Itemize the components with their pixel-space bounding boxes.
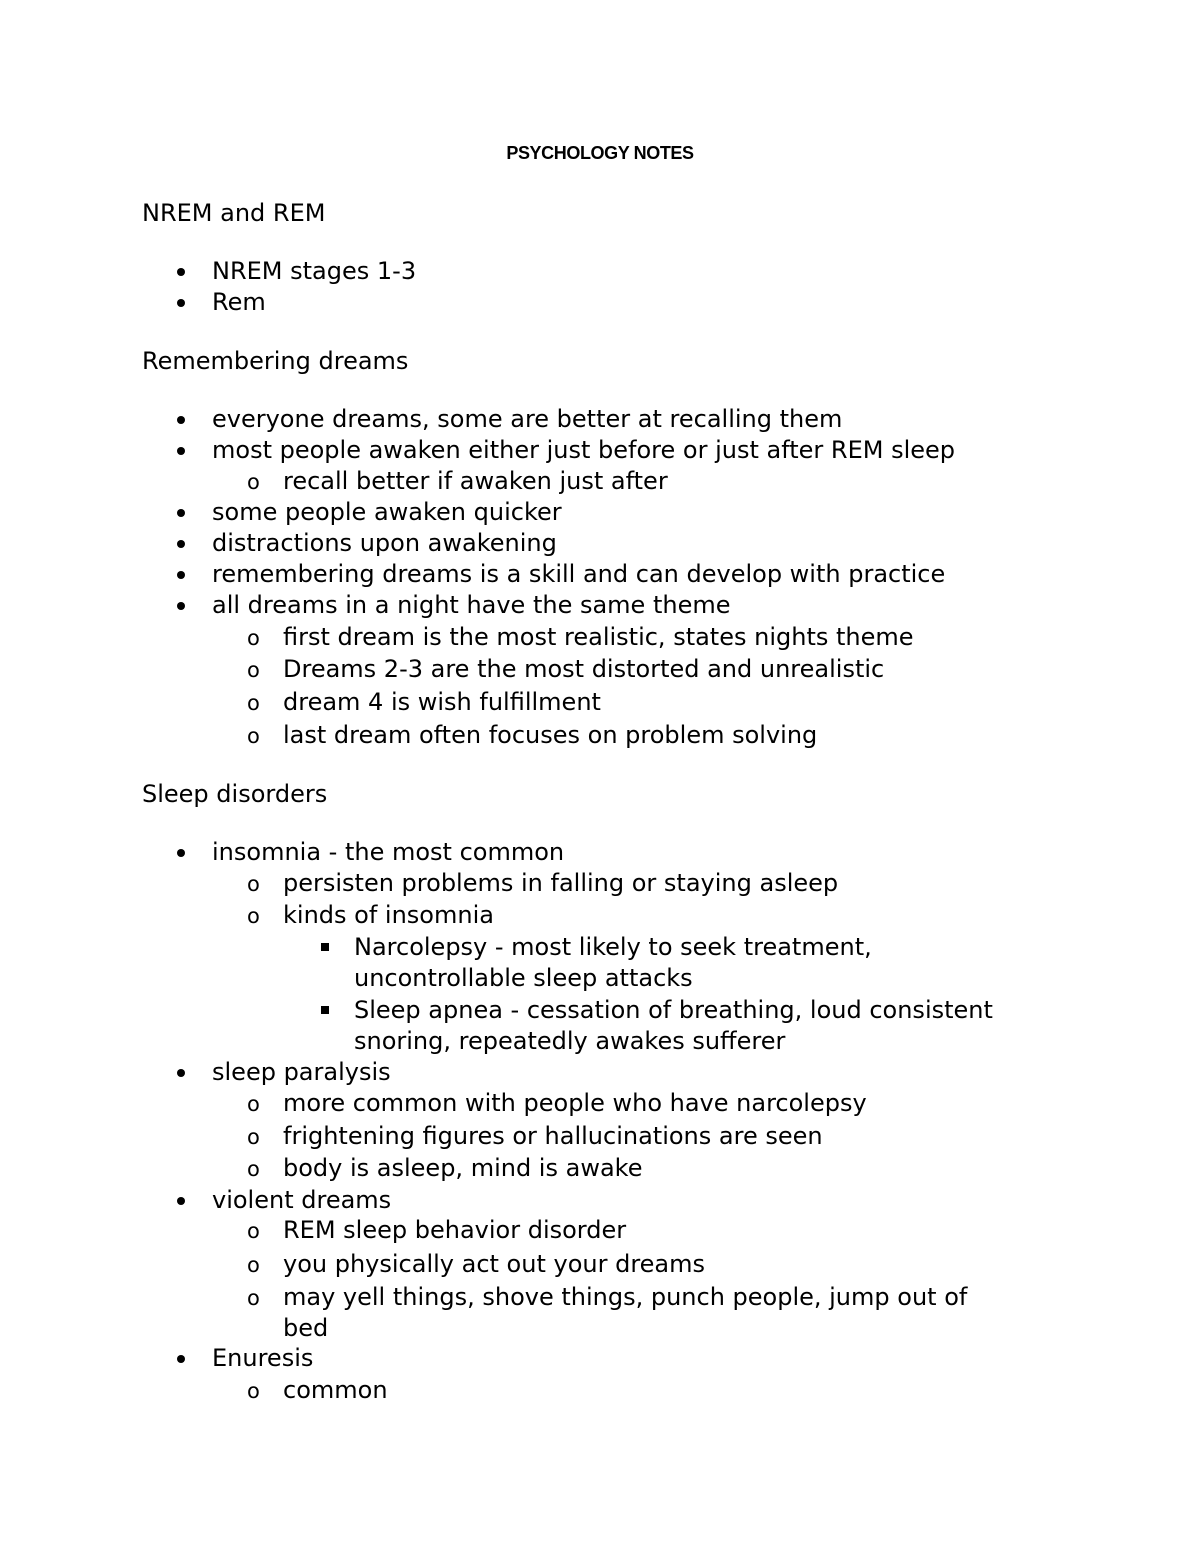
list-item: insomnia - the most common	[212, 838, 565, 866]
square-bullet-icon	[321, 943, 329, 951]
list-item: remembering dreams is a skill and can develop with practice	[212, 560, 946, 588]
list-subitem: dream 4 is wish fulfillment	[283, 688, 601, 716]
circle-bullet-icon: o	[247, 658, 260, 682]
bullet-icon	[177, 447, 185, 455]
list-subsubitem: Narcolepsy - most likely to seek treatment,	[354, 933, 872, 961]
list-subsubitem-continuation: snoring, repeatedly awakes sufferer	[354, 1027, 786, 1055]
list-item: Rem	[212, 288, 266, 316]
section-heading-sleep-disorders: Sleep disorders	[142, 780, 328, 808]
list-item: everyone dreams, some are better at recalling them	[212, 405, 843, 433]
bullet-icon	[177, 268, 185, 276]
section-heading-nrem-rem: NREM and REM	[142, 199, 326, 227]
list-subitem: first dream is the most realistic, states nights theme	[283, 623, 914, 651]
list-subsubitem: Sleep apnea - cessation of breathing, loud consistent	[354, 996, 993, 1024]
list-subitem: Dreams 2-3 are the most distorted and unrealistic	[283, 655, 885, 683]
list-subitem: body is asleep, mind is awake	[283, 1154, 643, 1182]
list-subitem: you physically act out your dreams	[283, 1250, 706, 1278]
list-subitem: REM sleep behavior disorder	[283, 1216, 627, 1244]
bullet-icon	[177, 602, 185, 610]
list-subitem-continuation: bed	[283, 1314, 329, 1342]
list-subitem: frightening figures or hallucinations are seen	[283, 1122, 823, 1150]
list-subitem: more common with people who have narcolepsy	[283, 1089, 867, 1117]
list-subitem: last dream often focuses on problem solving	[283, 721, 818, 749]
bullet-icon	[177, 571, 185, 579]
list-item: violent dreams	[212, 1186, 392, 1214]
list-subitem: may yell things, shove things, punch people, jump out of	[283, 1283, 968, 1311]
list-item: some people awaken quicker	[212, 498, 562, 526]
list-item: NREM stages 1-3	[212, 257, 417, 285]
circle-bullet-icon: o	[247, 1092, 260, 1116]
square-bullet-icon	[321, 1006, 329, 1014]
bullet-icon	[177, 1197, 185, 1205]
circle-bullet-icon: o	[247, 626, 260, 650]
circle-bullet-icon: o	[247, 904, 260, 928]
circle-bullet-icon: o	[247, 1379, 260, 1403]
bullet-icon	[177, 416, 185, 424]
bullet-icon	[177, 849, 185, 857]
circle-bullet-icon: o	[247, 1125, 260, 1149]
circle-bullet-icon: o	[247, 724, 260, 748]
section-heading-remembering-dreams: Remembering dreams	[142, 347, 409, 375]
bullet-icon	[177, 1069, 185, 1077]
circle-bullet-icon: o	[247, 1157, 260, 1181]
page-title: PSYCHOLOGY NOTES	[506, 143, 694, 163]
list-item: all dreams in a night have the same theme	[212, 591, 731, 619]
circle-bullet-icon: o	[247, 691, 260, 715]
bullet-icon	[177, 1355, 185, 1363]
list-subitem: common	[283, 1376, 388, 1404]
list-subitem: kinds of insomnia	[283, 901, 494, 929]
circle-bullet-icon: o	[247, 1219, 260, 1243]
circle-bullet-icon: o	[247, 872, 260, 896]
list-item: distractions upon awakening	[212, 529, 557, 557]
bullet-icon	[177, 509, 185, 517]
bullet-icon	[177, 540, 185, 548]
list-subitem: persisten problems in falling or staying asleep	[283, 869, 839, 897]
list-subitem: recall better if awaken just after	[283, 467, 668, 495]
list-item: most people awaken either just before or just after REM sleep	[212, 436, 956, 464]
circle-bullet-icon: o	[247, 470, 260, 494]
list-subsubitem-continuation: uncontrollable sleep attacks	[354, 964, 693, 992]
circle-bullet-icon: o	[247, 1253, 260, 1277]
bullet-icon	[177, 299, 185, 307]
circle-bullet-icon: o	[247, 1286, 260, 1310]
list-item: Enuresis	[212, 1344, 314, 1372]
list-item: sleep paralysis	[212, 1058, 391, 1086]
